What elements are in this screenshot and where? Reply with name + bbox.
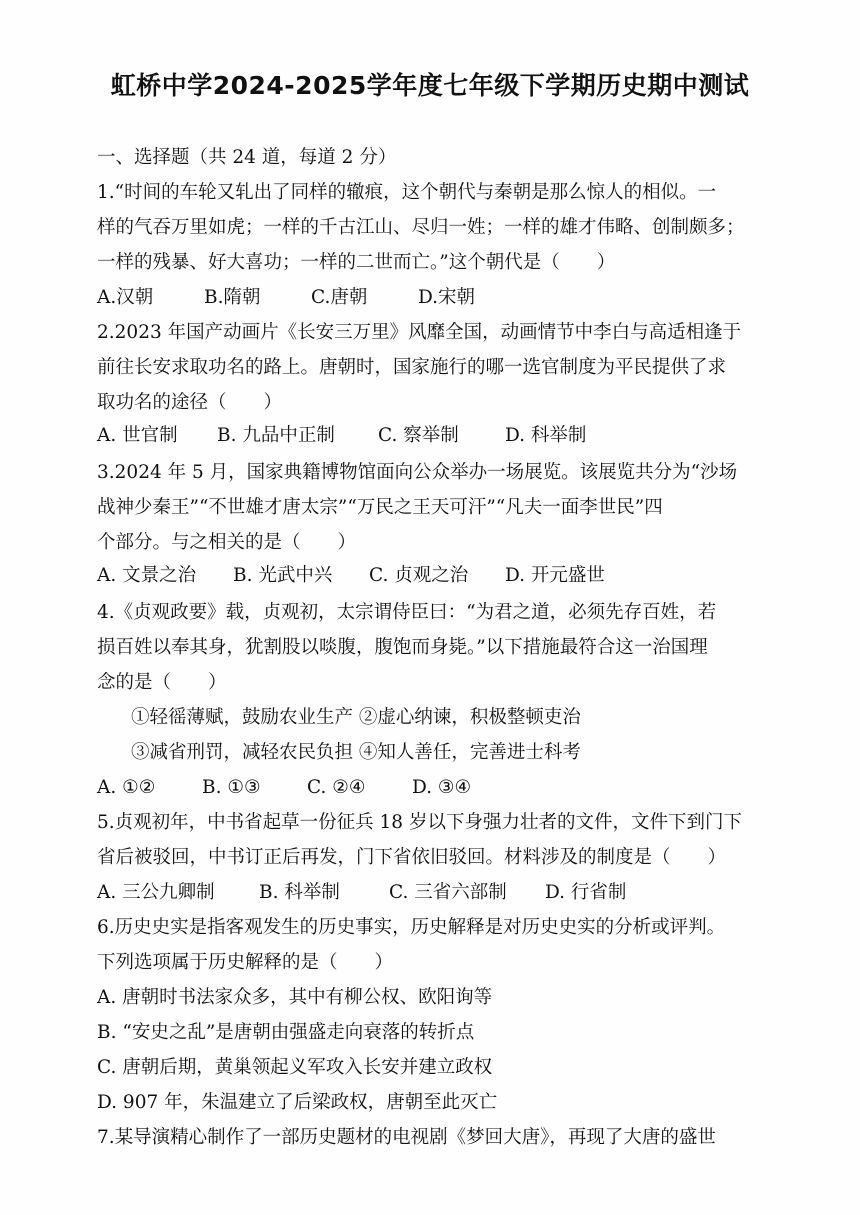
question-2-line-3: 取功名的途径（ ） xyxy=(97,392,283,413)
option-d: D. 科举制 xyxy=(505,425,587,446)
question-6-option-a: A. 唐朝时书法家众多，其中有柳公权、欧阳询等 xyxy=(97,987,493,1008)
question-3-options xyxy=(97,563,605,589)
option-c: C. 三省六部制 xyxy=(389,882,507,903)
question-5-line-1: 5.贞观初年，中书省起草一份征兵 18 岁以下身强力壮者的文件，文件下到门下 xyxy=(97,812,742,833)
option-d: D. 开元盛世 xyxy=(505,565,605,586)
question-3-line-1: 3.2024 年 5 月，国家典籍博物馆面向公众举办一场展览。该展览共分为“沙场 xyxy=(97,462,738,483)
question-6-line-1: 6.历史史实是指客观发生的历史事实，历史解释是对历史史实的分析或评判。 xyxy=(97,917,726,938)
question-6-option-c: C. 唐朝后期，黄巢领起义军攻入长安并建立政权 xyxy=(97,1057,493,1078)
option-a: A. ①② xyxy=(97,777,156,798)
option-c: C. ②④ xyxy=(307,777,366,798)
option-d: D.宋朝 xyxy=(418,287,476,308)
question-3-line-2: 战神少秦王”“不世雄才唐太宗”“万民之王天可汗”“凡夫一面李世民”四 xyxy=(97,497,663,518)
question-1-line-2: 样的气吞万里如虎；一样的千古江山、尽归一姓；一样的雄才伟略、创制颇多； xyxy=(97,217,745,238)
question-7-line-1: 7.某导演精心制作了一部历史题材的电视剧《梦回大唐》，再现了大唐的盛世 xyxy=(97,1127,716,1148)
question-2-line-2: 前往长安求取功名的路上。唐朝时，国家施行的哪一选官制度为平民提供了求 xyxy=(97,357,727,378)
question-1-options xyxy=(97,285,475,311)
question-4-options xyxy=(97,775,471,801)
option-b: B. ①③ xyxy=(202,777,261,798)
option-d: D. ③④ xyxy=(412,777,472,798)
question-6-option-d: D. 907 年，朱温建立了后梁政权，唐朝至此灭亡 xyxy=(97,1092,498,1113)
question-4-line-1: 4.《贞观政要》载，贞观初，太宗谓侍臣曰：“为君之道，必须先存百姓，若 xyxy=(97,602,717,623)
option-a: A.汉朝 xyxy=(97,287,154,308)
question-3-line-3: 个部分。与之相关的是（ ） xyxy=(97,532,357,553)
question-4-items-line-2: ③减省刑罚，减轻农民负担 ④知人善任，完善进士科考 xyxy=(131,742,581,763)
option-a: A. 文景之治 xyxy=(97,565,197,586)
question-4-items-line-1: ①轻徭薄赋，鼓励农业生产 ②虚心纳谏，积极整顿吏治 xyxy=(131,707,581,728)
option-c: C.唐朝 xyxy=(311,287,368,308)
question-1-line-1: 1.“时间的车轮又轧出了同样的辙痕，这个朝代与秦朝是那么惊人的相似。一 xyxy=(97,182,717,203)
question-5-options xyxy=(97,880,626,906)
question-1-line-3: 一样的残暴、好大喜功；一样的二世而亡。”这个朝代是（ ） xyxy=(97,252,616,273)
section-heading: 一、选择题（共 24 道，每道 2 分） xyxy=(97,147,397,168)
option-b: B. 九品中正制 xyxy=(217,425,335,446)
question-4-line-3: 念的是（ ） xyxy=(97,672,227,693)
question-5-line-2: 省后被驳回，中书订正后再发，门下省依旧驳回。材料涉及的制度是（ ） xyxy=(97,847,727,868)
option-b: B.隋朝 xyxy=(204,287,261,308)
option-b: B. 光武中兴 xyxy=(233,565,333,586)
question-2-options xyxy=(97,423,586,449)
question-6-line-2: 下列选项属于历史解释的是（ ） xyxy=(97,952,394,973)
option-a: A. 三公九卿制 xyxy=(97,882,215,903)
exam-title: 虹桥中学2024-2025学年度七年级下学期历史期中测试 xyxy=(110,71,750,100)
question-6-option-b: B. “安史之乱”是唐朝由强盛走向衰落的转折点 xyxy=(97,1022,475,1043)
option-b: B. 科举制 xyxy=(259,882,340,903)
question-4-line-2: 损百姓以奉其身，犹割股以啖腹，腹饱而身毙。”以下措施最符合这一治国理 xyxy=(97,637,708,658)
question-2-line-1: 2.2023 年国产动画片《长安三万里》风靡全国，动画情节中李白与高适相逢于 xyxy=(97,322,742,343)
option-c: C. 贞观之治 xyxy=(369,565,469,586)
option-c: C. 察举制 xyxy=(378,425,459,446)
option-d: D. 行省制 xyxy=(545,882,627,903)
option-a: A. 世官制 xyxy=(97,425,178,446)
